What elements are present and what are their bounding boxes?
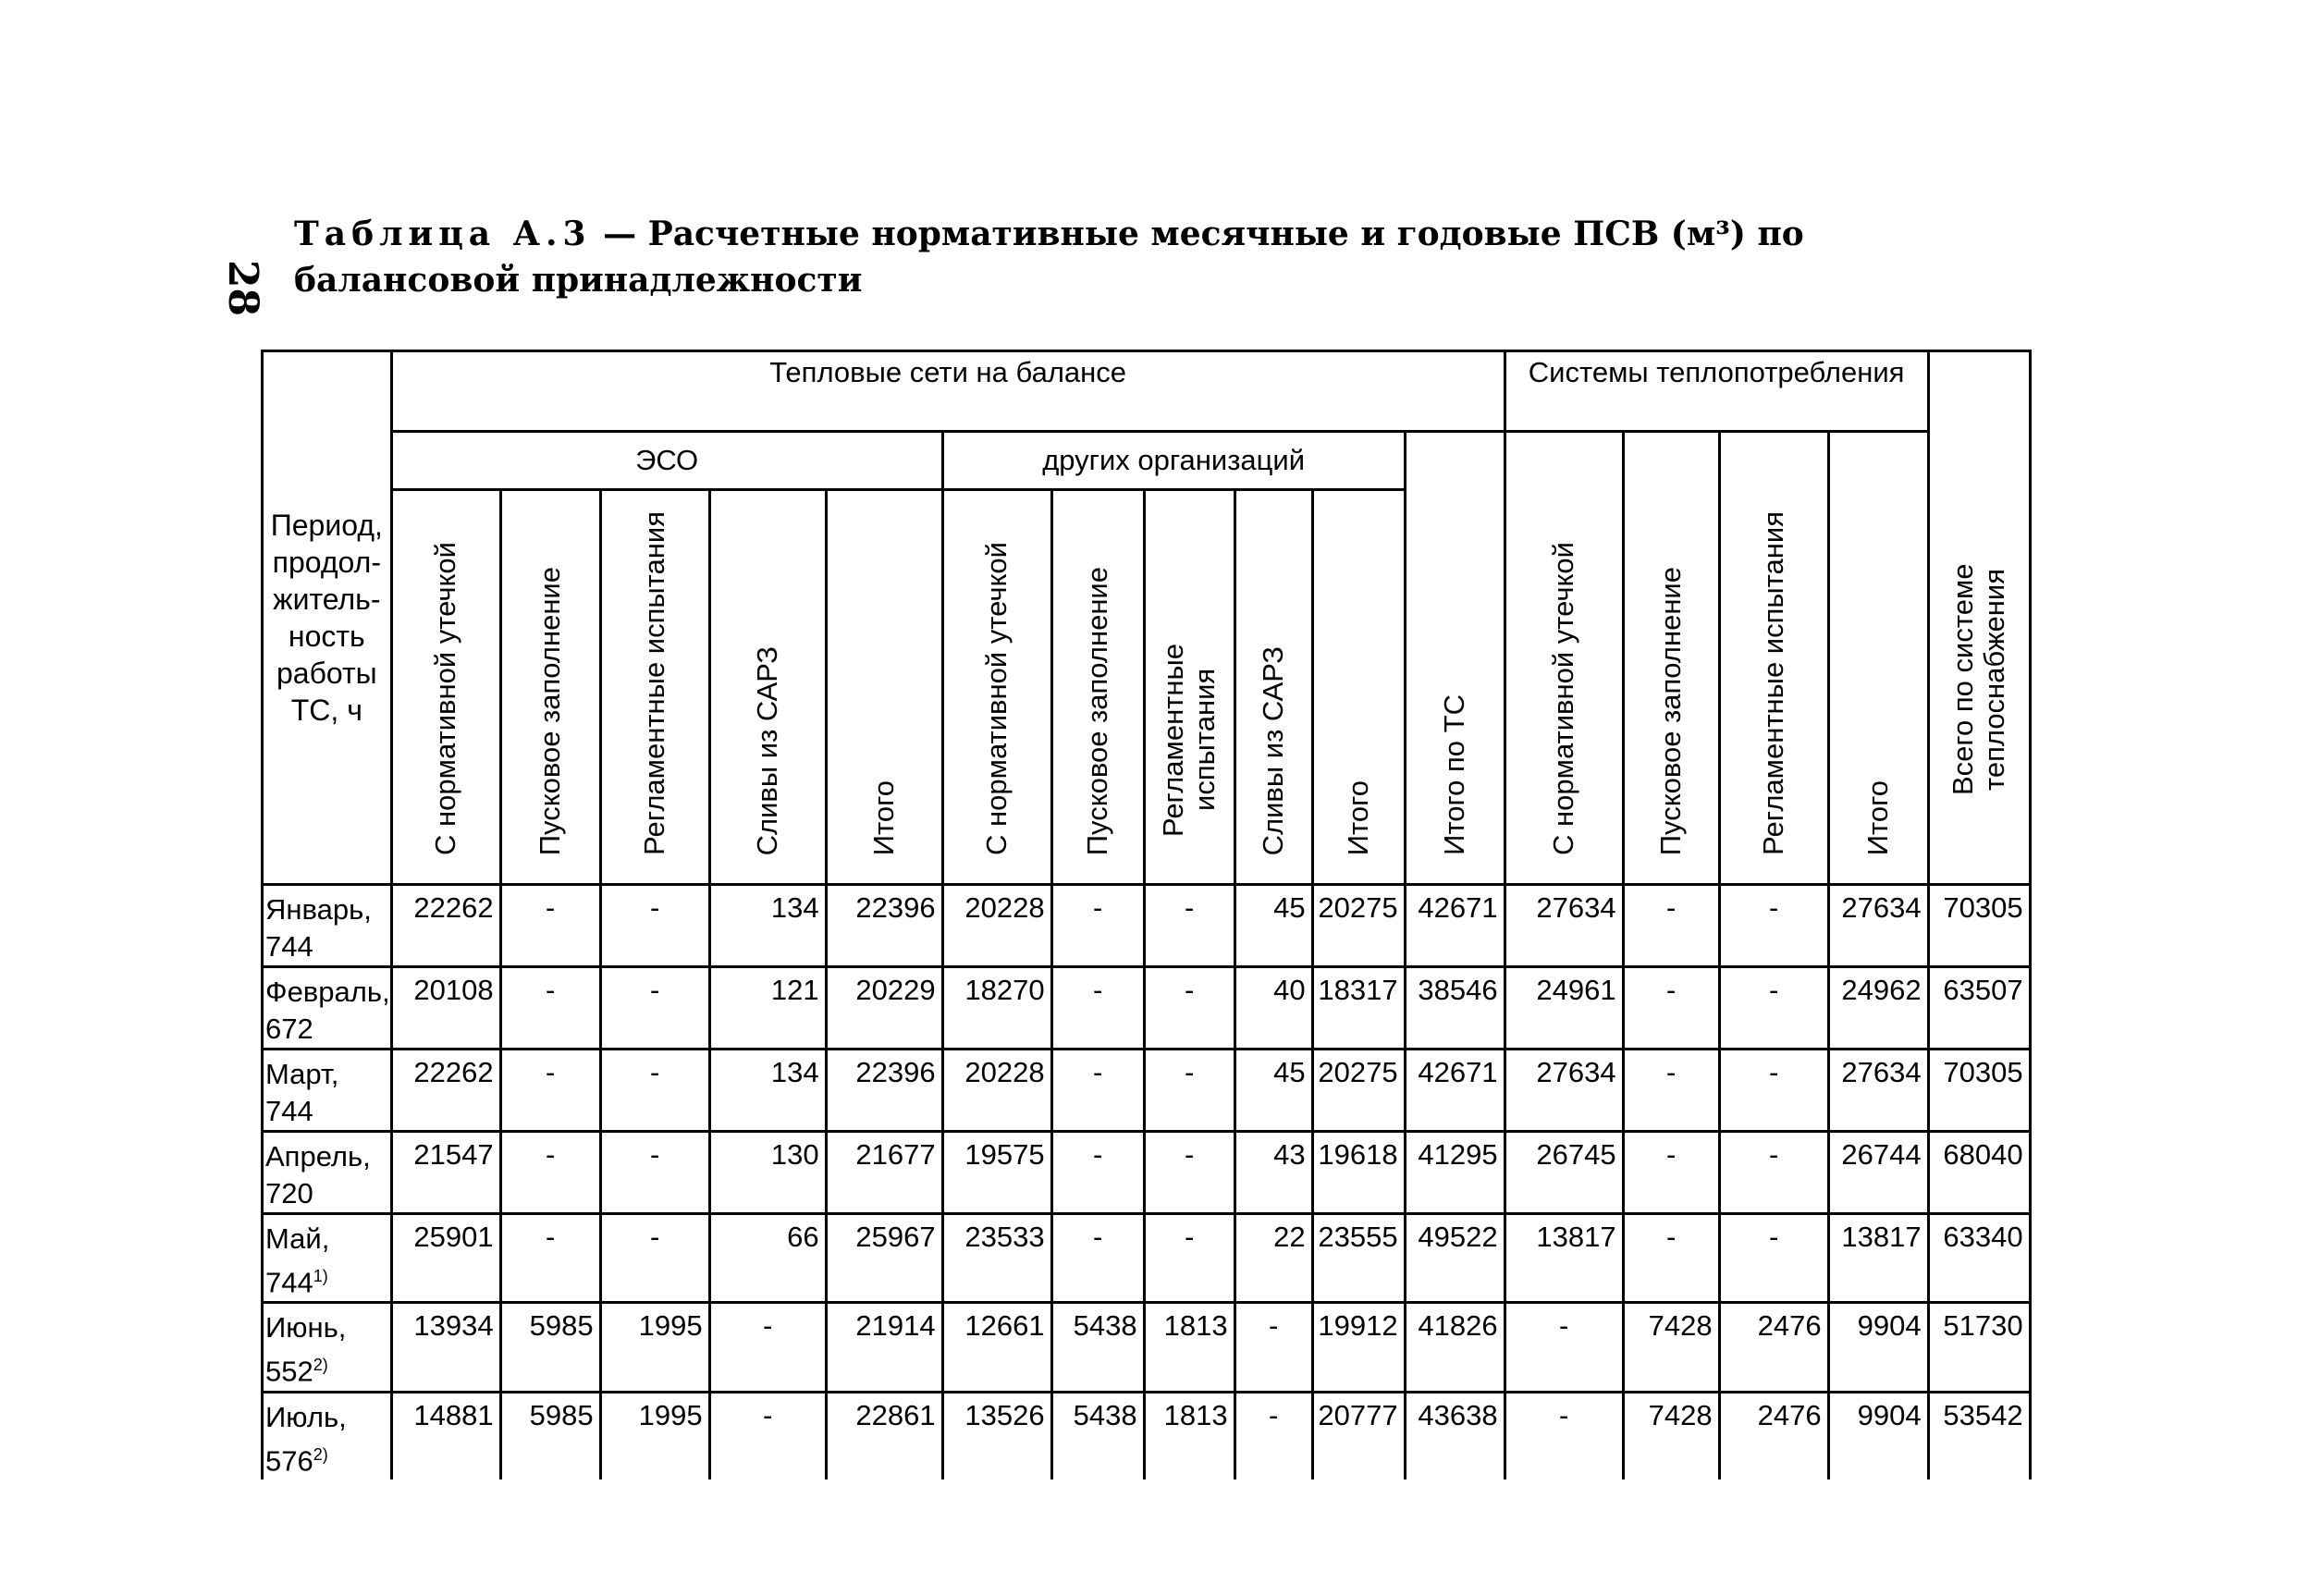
value-cell: 23555 — [1312, 1214, 1405, 1303]
header-heat-networks: Тепловые сети на балансе — [391, 351, 1505, 432]
header-cons-col — [1623, 432, 1719, 885]
value-cell: - — [500, 1132, 600, 1214]
table-body — [263, 885, 2031, 1479]
value-cell: 5438 — [1051, 1303, 1144, 1392]
header-total-system-label: Всего по системе теплоснабжения — [1947, 563, 2011, 796]
period-cell — [263, 1214, 392, 1303]
value-cell: 13934 — [391, 1303, 500, 1392]
value-cell: 20777 — [1312, 1392, 1405, 1479]
value-cell: 20228 — [942, 1050, 1051, 1132]
period-month: Февраль, — [265, 976, 390, 1008]
value-cell: 14881 — [391, 1392, 500, 1479]
value-cell: 20275 — [1312, 1050, 1405, 1132]
value-cell: - — [1623, 1050, 1719, 1132]
period-month: Апрель, — [265, 1140, 371, 1172]
value-cell: - — [1719, 1050, 1828, 1132]
footnote-mark: 2) — [313, 1356, 328, 1375]
value-cell: - — [1623, 885, 1719, 967]
table-row — [263, 1050, 2031, 1132]
value-cell: 2476 — [1719, 1392, 1828, 1479]
period-month: Июль, — [265, 1400, 347, 1433]
value-cell: 43 — [1234, 1132, 1312, 1214]
header-eso-col — [600, 490, 709, 885]
value-cell: 13817 — [1505, 1214, 1623, 1303]
period-month: Январь, — [265, 893, 372, 926]
table-row — [263, 967, 2031, 1050]
value-cell: 1995 — [600, 1392, 709, 1479]
value-cell: 24962 — [1828, 967, 1928, 1050]
header-eso-col-label: С нормативной утечкой — [429, 542, 462, 855]
header-eso-col — [826, 490, 942, 885]
value-cell: 1813 — [1144, 1392, 1234, 1479]
value-cell: - — [1719, 967, 1828, 1050]
period-cell — [263, 967, 392, 1050]
value-cell: 68040 — [1928, 1132, 2030, 1214]
value-cell: 41826 — [1405, 1303, 1505, 1392]
period-month: Май, — [265, 1222, 330, 1255]
value-cell: 19575 — [942, 1132, 1051, 1214]
value-cell: 26744 — [1828, 1132, 1928, 1214]
table-row — [263, 1392, 2031, 1479]
value-cell: 13817 — [1828, 1214, 1928, 1303]
value-cell: - — [709, 1303, 826, 1392]
table-container — [261, 350, 2032, 1479]
value-cell: 18317 — [1312, 967, 1405, 1050]
value-cell: 5438 — [1051, 1392, 1144, 1479]
value-cell: 5985 — [500, 1392, 600, 1479]
table-row — [263, 1303, 2031, 1392]
value-cell: 21677 — [826, 1132, 942, 1214]
value-cell: - — [1144, 967, 1234, 1050]
value-cell: - — [1144, 1132, 1234, 1214]
value-cell: 1813 — [1144, 1303, 1234, 1392]
value-cell: 9904 — [1828, 1303, 1928, 1392]
period-hours: 552 — [265, 1355, 313, 1388]
value-cell: - — [709, 1392, 826, 1479]
period-month: Март, — [265, 1058, 339, 1090]
value-cell: 134 — [709, 1050, 826, 1132]
value-cell: 41295 — [1405, 1132, 1505, 1214]
value-cell: 20228 — [942, 885, 1051, 967]
period-cell — [263, 1392, 392, 1479]
value-cell: 21914 — [826, 1303, 942, 1392]
period-hours: 720 — [265, 1177, 313, 1209]
value-cell: - — [1051, 1050, 1144, 1132]
table-row — [263, 1132, 2031, 1214]
header-eso-col-label: Итого — [867, 780, 901, 855]
period-cell — [263, 1303, 392, 1392]
value-cell: - — [1051, 1132, 1144, 1214]
value-cell: 20275 — [1312, 885, 1405, 967]
value-cell: 18270 — [942, 967, 1051, 1050]
period-cell — [263, 1050, 392, 1132]
value-cell: - — [600, 967, 709, 1050]
value-cell: - — [500, 885, 600, 967]
value-cell: 27634 — [1505, 1050, 1623, 1132]
value-cell: - — [1719, 1132, 1828, 1214]
header-total-ts — [1405, 432, 1505, 885]
value-cell: 12661 — [942, 1303, 1051, 1392]
header-other-col — [1144, 490, 1234, 885]
value-cell: - — [500, 967, 600, 1050]
value-cell: 20229 — [826, 967, 942, 1050]
value-cell: - — [500, 1050, 600, 1132]
table-caption — [294, 211, 2033, 303]
value-cell: 70305 — [1928, 885, 2030, 967]
header-other-col-label: Регламентные испытания — [1157, 643, 1222, 837]
value-cell: - — [1623, 1214, 1719, 1303]
value-cell: 38546 — [1405, 967, 1505, 1050]
value-cell: - — [1144, 1214, 1234, 1303]
value-cell: 51730 — [1928, 1303, 2030, 1392]
header-eso-col — [709, 490, 826, 885]
value-cell: - — [600, 1214, 709, 1303]
value-cell: 63507 — [1928, 967, 2030, 1050]
table-row — [263, 1214, 2031, 1303]
value-cell: 24961 — [1505, 967, 1623, 1050]
value-cell: - — [1234, 1303, 1312, 1392]
footnote-mark: 1) — [313, 1267, 328, 1285]
table-row — [263, 885, 2031, 967]
value-cell: - — [1051, 1214, 1144, 1303]
period-cell — [263, 885, 392, 967]
page-number: 28 — [219, 259, 267, 317]
value-cell: 22396 — [826, 1050, 942, 1132]
value-cell: 23533 — [942, 1214, 1051, 1303]
header-other-col-label: Итого — [1342, 780, 1375, 855]
value-cell: 22 — [1234, 1214, 1312, 1303]
value-cell: 22861 — [826, 1392, 942, 1479]
value-cell: 45 — [1234, 885, 1312, 967]
value-cell: 1995 — [600, 1303, 709, 1392]
header-other-col-label: С нормативной утечкой — [980, 542, 1013, 855]
header-total-system — [1928, 351, 2030, 885]
period-month: Июнь, — [265, 1311, 347, 1344]
header-other-col-label: Сливы из САРЗ — [1257, 645, 1290, 855]
value-cell: 22396 — [826, 885, 942, 967]
period-hours: 744 — [265, 1095, 313, 1127]
value-cell: - — [1505, 1303, 1623, 1392]
value-cell: - — [1505, 1392, 1623, 1479]
value-cell: 70305 — [1928, 1050, 2030, 1132]
header-eso-col — [500, 490, 600, 885]
value-cell: 22262 — [391, 1050, 500, 1132]
header-other-orgs: других организаций — [942, 432, 1405, 490]
value-cell: 21547 — [391, 1132, 500, 1214]
value-cell: 42671 — [1405, 885, 1505, 967]
header-cons-col-label: Регламентные испытания — [1757, 511, 1790, 855]
value-cell: 45 — [1234, 1050, 1312, 1132]
value-cell: 49522 — [1405, 1214, 1505, 1303]
value-cell: 42671 — [1405, 1050, 1505, 1132]
value-cell: 25901 — [391, 1214, 500, 1303]
value-cell: 53542 — [1928, 1392, 2030, 1479]
value-cell: 9904 — [1828, 1392, 1928, 1479]
value-cell: 2476 — [1719, 1303, 1828, 1392]
header-cons-col — [1505, 432, 1623, 885]
header-other-col — [942, 490, 1051, 885]
value-cell: - — [1144, 1050, 1234, 1132]
value-cell: 7428 — [1623, 1303, 1719, 1392]
value-cell: 43638 — [1405, 1392, 1505, 1479]
value-cell: 27634 — [1828, 885, 1928, 967]
period-hours: 672 — [265, 1013, 313, 1045]
value-cell: 121 — [709, 967, 826, 1050]
value-cell: 66 — [709, 1214, 826, 1303]
period-cell — [263, 1132, 392, 1214]
header-eso-col-label: Сливы из САРЗ — [751, 645, 784, 855]
caption-lead: Таблица А.3 — [294, 215, 592, 253]
value-cell: 134 — [709, 885, 826, 967]
header-other-col — [1234, 490, 1312, 885]
value-cell: - — [1719, 885, 1828, 967]
data-table — [261, 350, 2032, 1479]
header-cons-col — [1719, 432, 1828, 885]
header-eso-col-label: Регламентные испытания — [638, 511, 671, 855]
value-cell: 27634 — [1505, 885, 1623, 967]
header-eso: ЭСО — [391, 432, 942, 490]
period-hours: 744 — [265, 1266, 313, 1299]
value-cell: - — [600, 1132, 709, 1214]
value-cell: - — [1234, 1392, 1312, 1479]
header-cons-col — [1828, 432, 1928, 885]
header-other-col — [1312, 490, 1405, 885]
value-cell: 7428 — [1623, 1392, 1719, 1479]
value-cell: - — [1719, 1214, 1828, 1303]
header-eso-col — [391, 490, 500, 885]
value-cell: 13526 — [942, 1392, 1051, 1479]
value-cell: 19618 — [1312, 1132, 1405, 1214]
header-total-ts-label: Итого по ТС — [1438, 694, 1471, 855]
value-cell: - — [500, 1214, 600, 1303]
value-cell: 130 — [709, 1132, 826, 1214]
value-cell: - — [600, 885, 709, 967]
header-cons-col-label: Пусковое заполнение — [1654, 566, 1688, 855]
value-cell: 5985 — [500, 1303, 600, 1392]
header-period: Период, продол-житель-ность работы ТС, ч — [263, 351, 392, 885]
value-cell: 19912 — [1312, 1303, 1405, 1392]
header-cons-col-label: Итого — [1861, 780, 1895, 855]
value-cell: - — [600, 1050, 709, 1132]
header-consumption-systems: Системы теплопотребления — [1505, 351, 1928, 432]
period-hours: 576 — [265, 1443, 313, 1477]
header-other-col-label: Пусковое заполнение — [1081, 566, 1114, 855]
value-cell: - — [1623, 967, 1719, 1050]
value-cell: - — [1144, 885, 1234, 967]
header-eso-col-label: Пусковое заполнение — [534, 566, 567, 855]
period-hours: 744 — [265, 930, 313, 963]
value-cell: 22262 — [391, 885, 500, 967]
value-cell: 26745 — [1505, 1132, 1623, 1214]
header-cons-col-label: С нормативной утечкой — [1547, 542, 1580, 855]
value-cell: - — [1051, 885, 1144, 967]
value-cell: - — [1051, 967, 1144, 1050]
caption-text: — Расчетные нормативные месячные и годовые ПСВ (м³) по балансовой принадлежности — [294, 215, 1804, 300]
value-cell: 63340 — [1928, 1214, 2030, 1303]
value-cell: 27634 — [1828, 1050, 1928, 1132]
value-cell: 20108 — [391, 967, 500, 1050]
header-other-col — [1051, 490, 1144, 885]
value-cell: - — [1623, 1132, 1719, 1214]
value-cell: 25967 — [826, 1214, 942, 1303]
value-cell: 40 — [1234, 967, 1312, 1050]
footnote-mark: 2) — [313, 1444, 328, 1464]
